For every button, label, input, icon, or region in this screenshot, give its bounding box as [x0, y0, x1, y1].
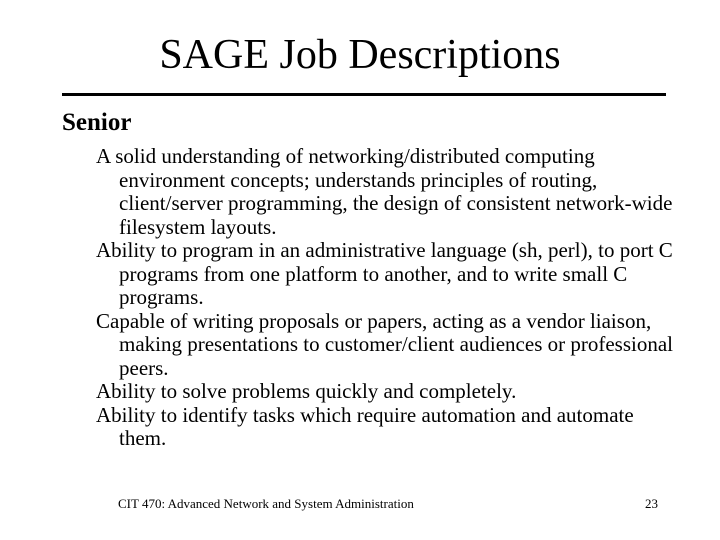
list-item: Ability to identify tasks which require automation and automate them. [96, 402, 634, 450]
job-description-list [96, 145, 686, 451]
list-item: Ability to solve problems quickly and completely. [96, 379, 517, 403]
page-number: 23 [645, 496, 658, 511]
section-heading: Senior [62, 109, 132, 136]
list-item: A solid understanding of networking/distributed computing environment concepts; understands principles of routing, client/server programming, the design of consistent network-wide filesystem layouts. [96, 144, 673, 239]
title-divider [62, 93, 666, 96]
footer-course: CIT 470: Advanced Network and System Administration [118, 496, 414, 511]
list-item: Ability to program in an administrative language (sh, perl), to port C programs from one platform to another, and to write small C programs. [96, 238, 673, 309]
list-item: Capable of writing proposals or papers, acting as a vendor liaison, making presentations to customer/client audiences or professional peers. [96, 308, 674, 380]
slide-title: SAGE Job Descriptions [159, 32, 561, 78]
